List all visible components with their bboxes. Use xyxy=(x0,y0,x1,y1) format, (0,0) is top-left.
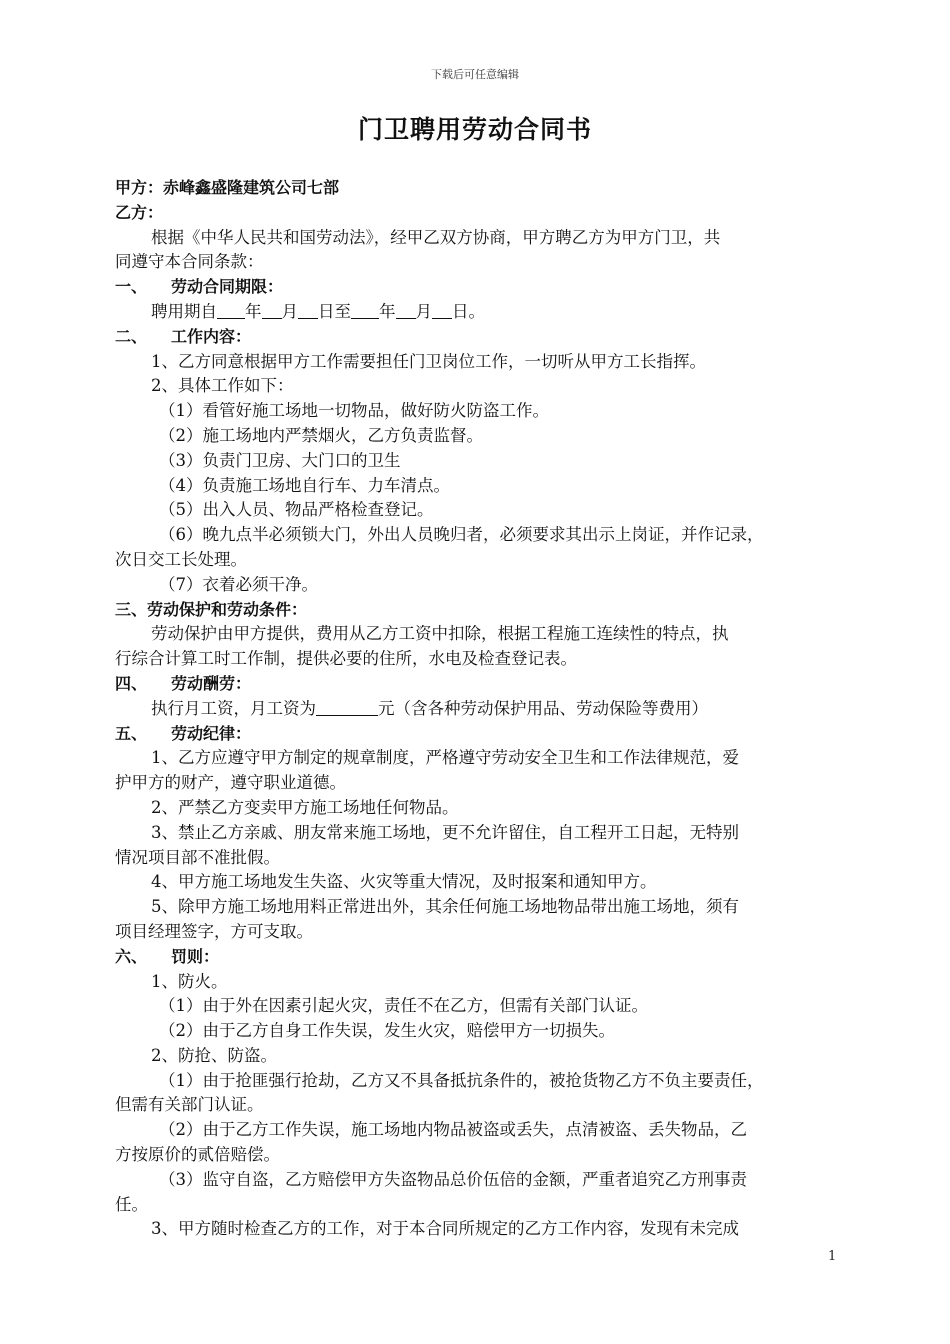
section-number: 五、 xyxy=(115,723,148,743)
paragraph-line: 项目经理签字，方可支取。 xyxy=(115,921,313,941)
paragraph-line: 1、乙方应遵守甲方制定的规章制度，严格遵守劳动安全卫生和工作法律规范，爱 xyxy=(151,748,739,768)
document-title: 门卫聘用劳动合同书 xyxy=(357,115,592,144)
paragraph-line: 3、禁止乙方亲戚、朋友常来施工场地，更不允许留住，自工程开工日起，无特别 xyxy=(151,822,739,842)
header-note: 下载后可任意编辑 xyxy=(431,68,519,81)
list-item: （2）施工场地内严禁烟火，乙方负责监督。 xyxy=(159,425,483,445)
blank-field xyxy=(316,697,378,716)
section-title: 劳动酬劳： xyxy=(171,673,252,693)
list-item: （3）负责门卫房、大门口的卫生 xyxy=(159,450,401,470)
paragraph-line: 1、防火。 xyxy=(151,971,228,991)
section-number: 二、 xyxy=(115,326,148,346)
term-month: 月 xyxy=(281,301,298,321)
page-number: 1 xyxy=(828,1249,837,1264)
intro-line-1: 根据《中华人民共和国劳动法》，经甲乙双方协商，甲方聘乙方为甲方门卫，共 xyxy=(151,227,721,247)
section-4-heading xyxy=(115,672,850,697)
paragraph-line: 行综合计算工时工作制，提供必要的住所，水电及检查登记表。 xyxy=(115,649,577,669)
pay-suffix: 元（含各种劳动保护用品、劳动保险等费用） xyxy=(378,698,708,718)
term-year: 年 xyxy=(379,301,396,321)
list-item: （7）衣着必须干净。 xyxy=(159,574,318,594)
contract-body xyxy=(115,176,850,1242)
paragraph-line: 1、乙方同意根据甲方工作需要担任门卫岗位工作，一切听从甲方工长指挥。 xyxy=(151,351,706,371)
paragraph-line: 护甲方的财产，遵守职业道德。 xyxy=(115,773,346,793)
list-item: （6）晚九点半必须锁大门，外出人员晚归者，必须要求其出示上岗证，并作记录， xyxy=(159,525,764,545)
paragraph-line: 劳动保护由甲方提供，费用从乙方工资中扣除，根据工程施工连续性的特点，执 xyxy=(151,624,729,644)
term-day: 日。 xyxy=(452,301,485,321)
list-item: （5）出入人员、物品严格检查登记。 xyxy=(159,500,434,520)
list-item: （1）由于抢匪强行抢劫，乙方又不具备抵抗条件的，被抢货物乙方不负主要责任， xyxy=(159,1070,764,1090)
list-item: （4）负责施工场地自行车、力车清点。 xyxy=(159,475,450,495)
pay-line xyxy=(115,697,850,722)
blank-field xyxy=(396,300,416,319)
list-item: （2）由于乙方自身工作失误，发生火灾，赔偿甲方一切损失。 xyxy=(159,1021,615,1041)
section-title: 劳动纪律： xyxy=(171,723,252,743)
section-title: 工作内容： xyxy=(171,326,252,346)
blank-field xyxy=(262,300,282,319)
intro-line-2: 同遵守本合同条款： xyxy=(115,252,264,272)
paragraph-line: 但需有关部门认证。 xyxy=(115,1095,264,1115)
paragraph-line: 2、防抢、防盗。 xyxy=(151,1045,277,1065)
list-item: （1）看管好施工场地一切物品，做好防火防盗工作。 xyxy=(159,401,549,421)
list-item: （3）监守自盗，乙方赔偿甲方失盗物品总价伍倍的金额，严重者追究乙方刑事责 xyxy=(159,1169,747,1189)
paragraph-line: 方按原价的贰倍赔偿。 xyxy=(115,1145,280,1165)
blank-field xyxy=(217,300,245,319)
term-line xyxy=(115,300,850,325)
section-number: 一、 xyxy=(115,277,148,297)
blank-field xyxy=(298,300,318,319)
paragraph-line: 情况项目部不准批假。 xyxy=(115,847,280,867)
list-item: （1）由于外在因素引起火灾，责任不在乙方，但需有关部门认证。 xyxy=(159,996,648,1016)
list-item: （2）由于乙方工作失误，施工场地内物品被盗或丢失，点清被盗、丢失物品，乙 xyxy=(159,1120,747,1140)
section-number: 六、 xyxy=(115,946,148,966)
term-day-to: 日至 xyxy=(318,301,351,321)
term-year: 年 xyxy=(245,301,262,321)
section-6-heading xyxy=(115,945,850,970)
party-a: 甲方：赤峰鑫盛隆建筑公司七部 xyxy=(115,178,340,197)
paragraph-line: 3、甲方随时检查乙方的工作，对于本合同所规定的乙方工作内容，发现有未完成 xyxy=(151,1219,739,1239)
blank-field xyxy=(432,300,452,319)
paragraph-line: 4、甲方施工场地发生失盗、火灾等重大情况，及时报案和通知甲方。 xyxy=(151,872,657,892)
section-2-heading xyxy=(115,325,850,350)
paragraph-line: 2、严禁乙方变卖甲方施工场地任何物品。 xyxy=(151,797,459,817)
section-title: 罚则： xyxy=(171,946,220,966)
section-5-heading xyxy=(115,722,850,747)
paragraph-line: 次日交工长处理。 xyxy=(115,549,247,569)
section-title: 劳动合同期限： xyxy=(171,277,284,297)
paragraph-line: 2、具体工作如下： xyxy=(151,376,294,396)
term-month: 月 xyxy=(415,301,432,321)
section-3-heading: 三、劳动保护和劳动条件： xyxy=(115,599,308,619)
paragraph-line: 5、除甲方施工场地用料正常进出外，其余任何施工场地物品带出施工场地，须有 xyxy=(151,897,739,917)
party-b: 乙方： xyxy=(115,202,164,222)
section-number: 四、 xyxy=(115,673,148,693)
pay-prefix: 执行月工资，月工资为 xyxy=(151,698,316,718)
section-1-heading xyxy=(115,275,850,300)
term-prefix: 聘用期自 xyxy=(151,301,217,321)
blank-field xyxy=(351,300,379,319)
paragraph-line: 任。 xyxy=(115,1194,148,1214)
